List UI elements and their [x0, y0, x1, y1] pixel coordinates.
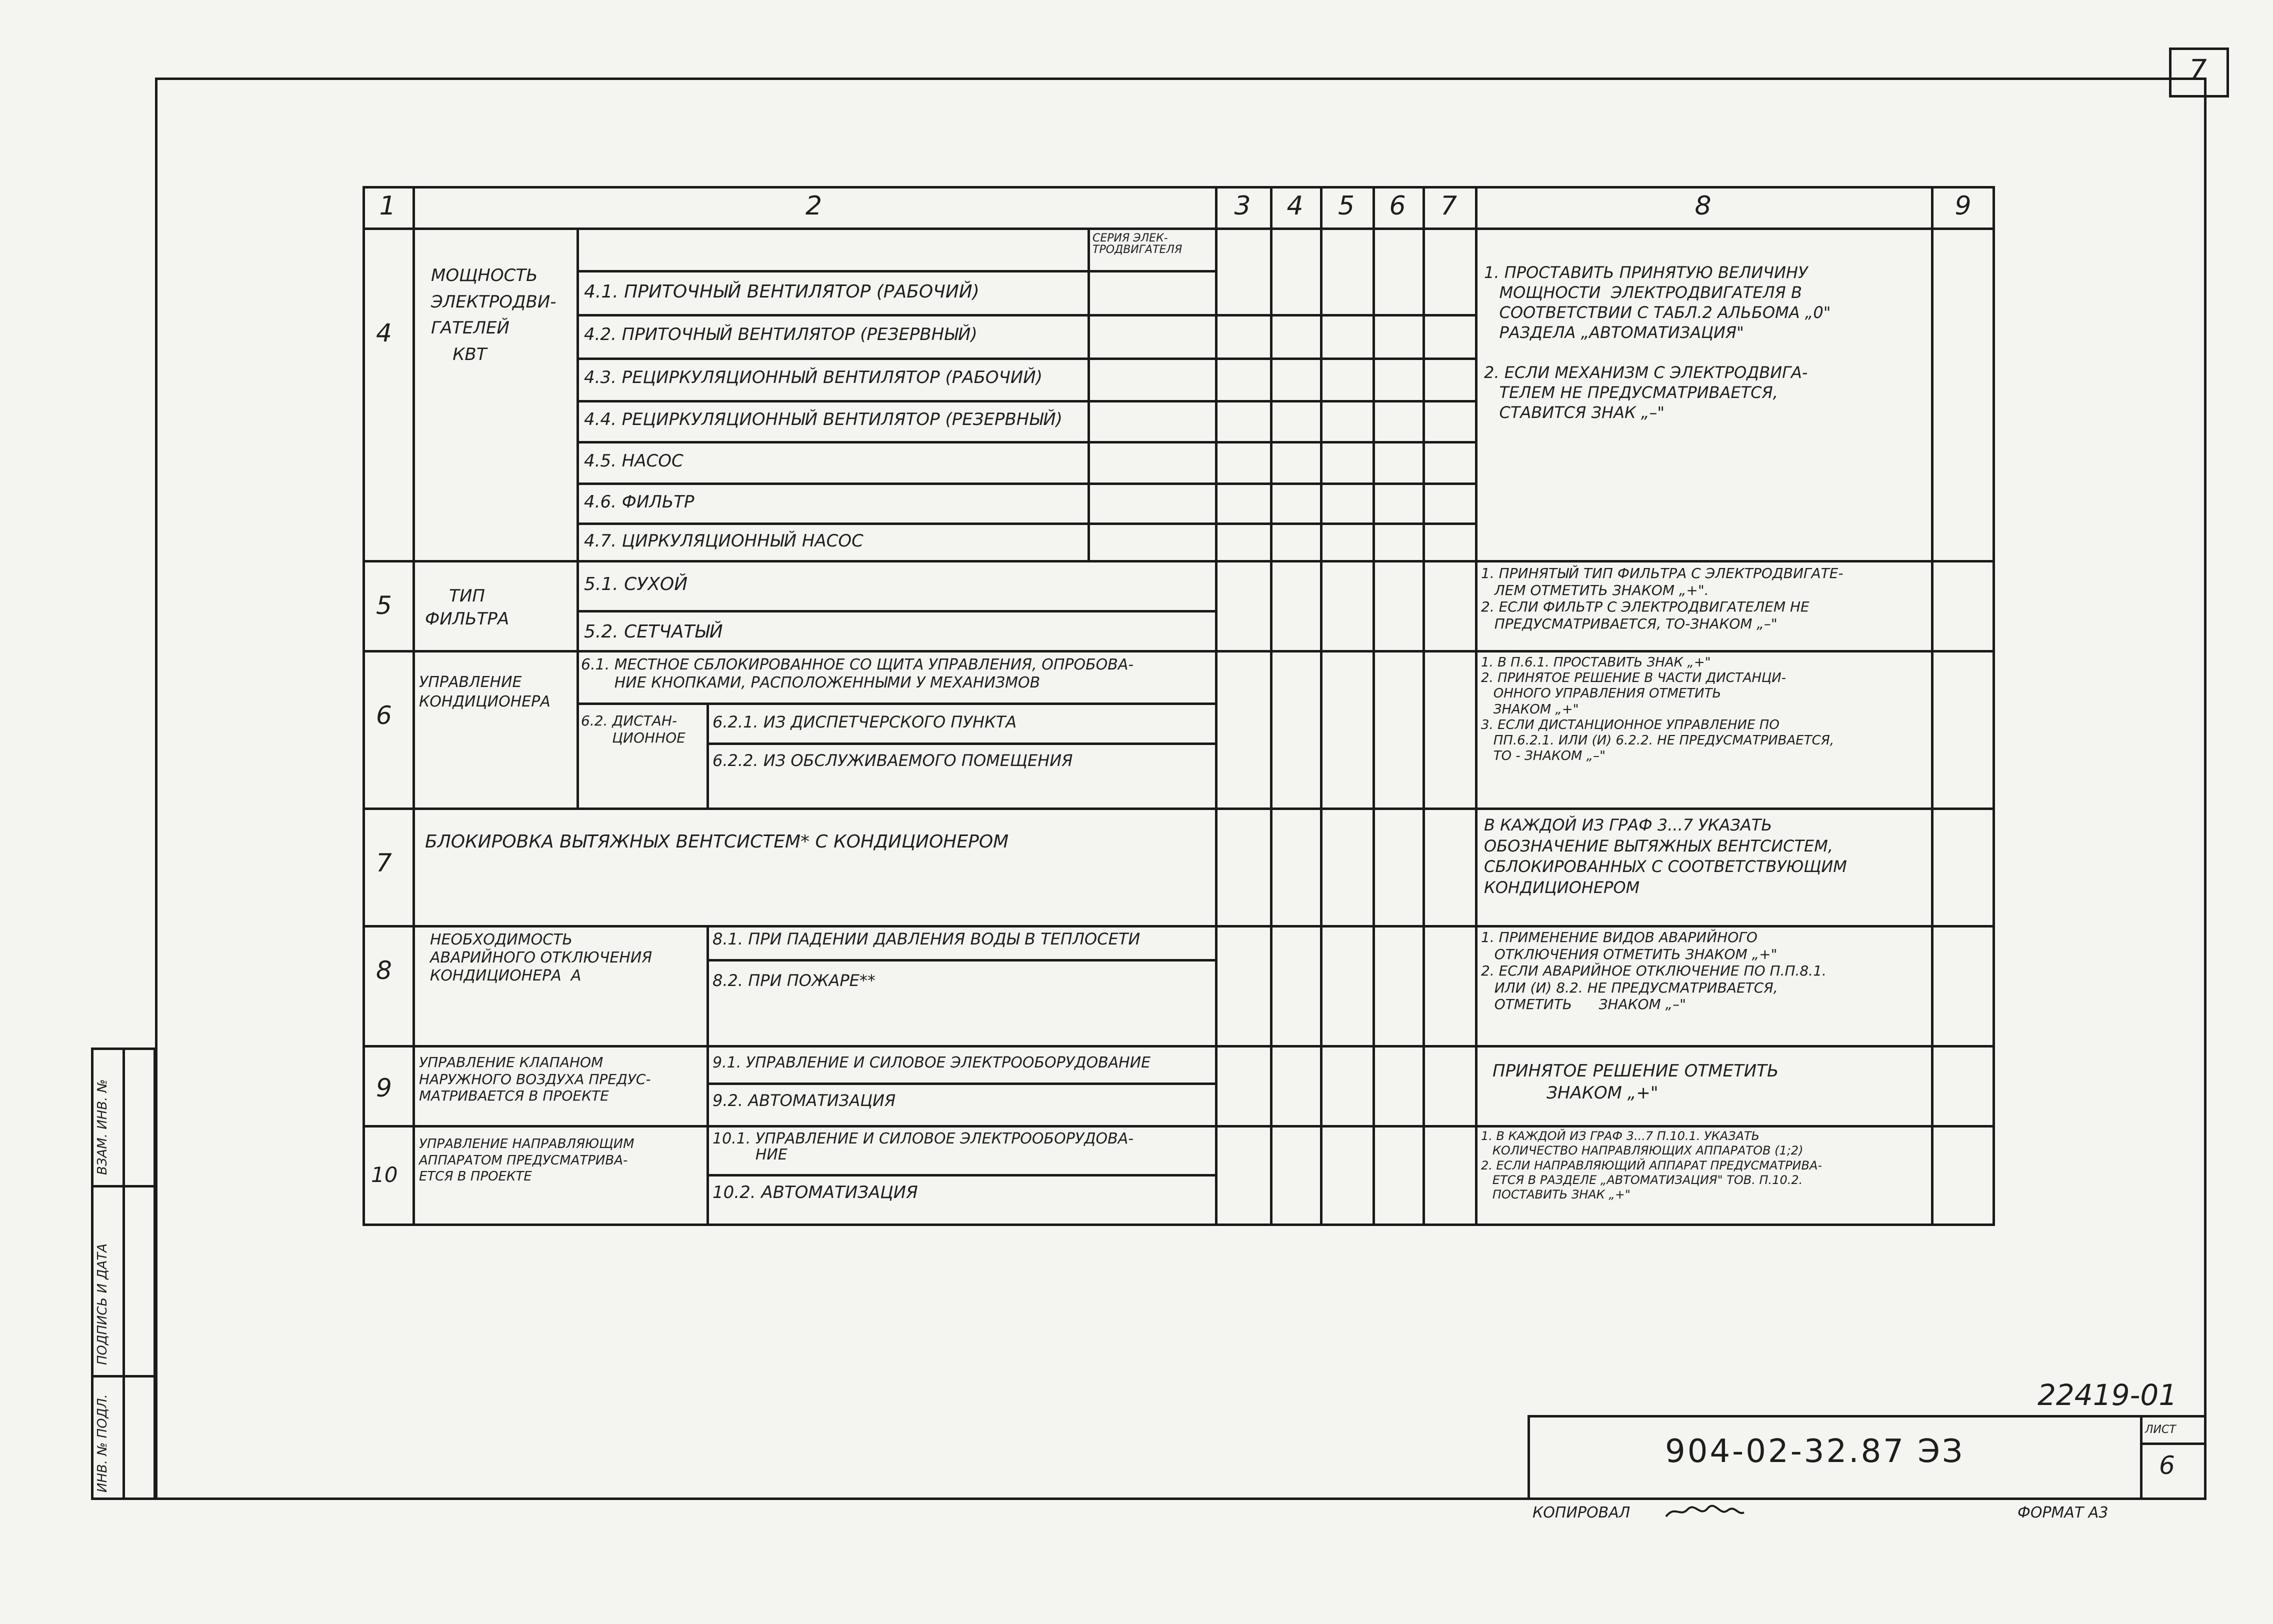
- header-separator: [362, 228, 1995, 230]
- r6-sep-sub: [706, 742, 1218, 745]
- copier-signature-icon: [1665, 1502, 1745, 1520]
- r5-title: ТИП ФИЛЬТРА: [425, 586, 510, 629]
- r4-sep-f: [576, 482, 1475, 485]
- r4-title: МОЩНОСТЬ ЭЛЕКТРОДВИ- ГАТЕЛЕЙ КВТ: [431, 266, 556, 365]
- r4-item-7: 4.7. ЦИРКУЛЯЦИОННЫЙ НАСОС: [584, 531, 864, 551]
- r10-note: 1. В КАЖДОЙ ИЗ ГРАФ 3...7 П.10.1. УКАЗАТЬ КОЛИЧЕСТВО НАПРАВЛЯЮЩИХ АППАРАТОВ (1;2) 2. ЕСЛИ НАПРАВЛЯЮЩИЙ АППАРАТ ПРЕДУСМАТРИВА- ЕТСЯ В РАЗДЕЛЕ „АВТОМАТИЗАЦИЯ" ТОВ. П.10.2. ПОСТАВИТЬ ЗНАК „+": [1481, 1129, 1822, 1202]
- r4-sep-d: [576, 400, 1475, 402]
- header-col-7: 7: [1440, 191, 1458, 221]
- r6-number: 6: [376, 701, 392, 730]
- side-stamp-replaced-inv: ВЗАМ. ИНВ. №: [95, 1079, 110, 1175]
- r4-number: 4: [376, 318, 392, 348]
- col-div-8: [1931, 186, 1934, 1226]
- r6-item-1: 6.1. МЕСТНОЕ СБЛОКИРОВАННОЕ СО ЩИТА УПРАВЛЕНИЯ, ОПРОБОВА- НИЕ КНОПКАМИ, РАСПОЛОЖЕННЫМИ У МЕХАНИЗМОВ: [581, 656, 1134, 692]
- r4-series-label: СЕРИЯ ЭЛЕК- ТРОДВИГАТЕЛЯ: [1092, 232, 1182, 256]
- r8-item-2: 8.2. ПРИ ПОЖАРЕ**: [712, 971, 876, 990]
- header-col-9: 9: [1954, 191, 1972, 221]
- col-div-4: [1320, 186, 1322, 1226]
- header-col-3: 3: [1234, 191, 1251, 221]
- r9-title: УПРАВЛЕНИЕ КЛАПАНОМ НАРУЖНОГО ВОЗДУХА ПРЕДУС- МАТРИВАЕТСЯ В ПРОЕКТЕ: [419, 1054, 651, 1104]
- r6-note: 1. В П.6.1. ПРОСТАВИТЬ ЗНАК „+" 2. ПРИНЯТОЕ РЕШЕНИЕ В ЧАСТИ ДИСТАНЦИ- ОННОГО УПРАВЛЕНИЯ ОТМЕТИТЬ ЗНАКОМ „+" 3. ЕСЛИ ДИСТАНЦИОННОЕ УПРАВЛЕНИЕ ПО ПП.6.2.1. ИЛИ (И) 6.2.2. НЕ ПРЕДУСМАТРИВАЕТСЯ, ТО - ЗНАКОМ „–": [1481, 655, 1834, 764]
- col-div-7: [1475, 186, 1478, 1226]
- list-number: 6: [2159, 1451, 2175, 1480]
- r5-item-1: 5.1. СУХОЙ: [584, 574, 688, 594]
- side-stamp-sep-1: [91, 1185, 156, 1188]
- r8-title-div: [706, 925, 709, 1048]
- r7-number: 7: [376, 848, 392, 878]
- r10-item-2: 10.2. АВТОМАТИЗАЦИЯ: [712, 1182, 918, 1202]
- r10-title: УПРАВЛЕНИЕ НАПРАВЛЯЮЩИМ АППАРАТОМ ПРЕДУСМАТРИВА- ЕТСЯ В ПРОЕКТЕ: [419, 1136, 634, 1184]
- r6-sub-title: 6.2. ДИСТАН- ЦИОННОЕ: [581, 712, 686, 746]
- r9-title-div: [706, 1045, 709, 1128]
- r8-sep: [706, 959, 1218, 962]
- r5-note: 1. ПРИНЯТЫЙ ТИП ФИЛЬТРА С ЭЛЕКТРОДВИГАТЕ- ЛЕМ ОТМЕТИТЬ ЗНАКОМ „+". 2. ЕСЛИ ФИЛЬТР С ЭЛЕКТРОДВИГАТЕЛЕМ НЕ ПРЕДУСМАТРИВАЕТСЯ, ТО-ЗНАКОМ „–": [1481, 565, 1844, 632]
- r4-bottom: [362, 560, 1995, 562]
- r7-bottom: [362, 925, 1995, 928]
- r4-item-6: 4.6. ФИЛЬТР: [584, 492, 694, 512]
- r4-series-div: [1088, 228, 1090, 562]
- r8-title: НЕОБХОДИМОСТЬ АВАРИЙНОГО ОТКЛЮЧЕНИЯ КОНДИЦИОНЕРА А: [430, 931, 652, 984]
- r4-sep-c: [576, 358, 1475, 360]
- r9-bottom: [362, 1125, 1995, 1128]
- copied-label: КОПИРОВАЛ: [1532, 1504, 1630, 1522]
- header-col-8: 8: [1694, 191, 1712, 221]
- header-col-1: 1: [379, 191, 396, 221]
- r5-title-div: [576, 560, 579, 652]
- r8-note: 1. ПРИМЕНЕНИЕ ВИДОВ АВАРИЙНОГО ОТКЛЮЧЕНИЯ ОТМЕТИТЬ ЗНАКОМ „+" 2. ЕСЛИ АВАРИЙНОЕ ОТКЛЮЧЕНИЕ ПО П.П.8.1. ИЛИ (И) 8.2. НЕ ПРЕДУСМАТРИВАЕТСЯ, ОТМЕТИТЬ ЗНАКОМ „–": [1481, 929, 1826, 1013]
- archive-number: 22419-01: [2038, 1378, 2178, 1412]
- r4-item-2: 4.2. ПРИТОЧНЫЙ ВЕНТИЛЯТОР (РЕЗЕРВНЫЙ): [584, 324, 978, 344]
- r6-title: УПРАВЛЕНИЕ КОНДИЦИОНЕРА: [419, 674, 550, 710]
- title-block-div: [2140, 1415, 2142, 1500]
- r9-item-1: 9.1. УПРАВЛЕНИЕ И СИЛОВОЕ ЭЛЕКТРООБОРУДОВАНИЕ: [712, 1054, 1151, 1072]
- side-stamp-sign-date: ПОДПИСЬ И ДАТА: [95, 1243, 110, 1365]
- corner-sheet-number: 7: [2189, 54, 2207, 86]
- r9-item-2: 9.2. АВТОМАТИЗАЦИЯ: [712, 1091, 896, 1110]
- header-col-4: 4: [1286, 191, 1304, 221]
- r5-item-2: 5.2. СЕТЧАТЫЙ: [584, 622, 723, 642]
- header-col-6: 6: [1389, 191, 1406, 221]
- r6-title-div: [576, 650, 579, 810]
- side-stamp-inv-orig: ИНВ. № ПОДЛ.: [95, 1394, 110, 1492]
- r7-item: БЛОКИРОВКА ВЫТЯЖНЫХ ВЕНТСИСТЕМ* С КОНДИЦИОНЕРОМ: [425, 832, 1009, 852]
- r5-bottom: [362, 650, 1995, 652]
- r4-sep-b: [576, 314, 1475, 316]
- r10-item-1: 10.1. УПРАВЛЕНИЕ И СИЛОВОЕ ЭЛЕКТРООБОРУДОВА- НИЕ: [712, 1130, 1134, 1164]
- r9-sep: [706, 1082, 1218, 1085]
- r7-note: В КАЖДОЙ ИЗ ГРАФ 3...7 УКАЗАТЬ ОБОЗНАЧЕНИЕ ВЫТЯЖНЫХ ВЕНТСИСТЕМ, СБЛОКИРОВАННЫХ С СООТВЕТСТВУЮЩИМ КОНДИЦИОНЕРОМ: [1484, 816, 1847, 897]
- list-label: ЛИСТ: [2145, 1424, 2176, 1436]
- format-label: ФОРМАТ А3: [2018, 1504, 2108, 1522]
- r9-number: 9: [376, 1074, 392, 1102]
- r6-sub-item-1: 6.2.1. ИЗ ДИСПЕТЧЕРСКОГО ПУНКТА: [712, 712, 1017, 732]
- r6-sep-main: [576, 702, 1218, 705]
- r6-sub-div: [706, 702, 709, 810]
- r5-sep: [576, 610, 1218, 612]
- col-div-5: [1372, 186, 1375, 1226]
- side-stamp-sep-2: [91, 1375, 156, 1378]
- r4-sep-g: [576, 522, 1475, 525]
- col-div-2: [1215, 186, 1218, 1226]
- r4-note: 1. ПРОСТАВИТЬ ПРИНЯТУЮ ВЕЛИЧИНУ МОЩНОСТИ ЭЛЕКТРОДВИГАТЕЛЯ В СООТВЕТСТВИИ С ТАБЛ.2 АЛЬБОМА „0" РАЗДЕЛА „АВТОМАТИЗАЦИЯ" 2. ЕСЛИ МЕХАНИЗМ С ЭЛЕКТРОДВИГА- ТЕЛЕМ НЕ ПРЕДУСМАТРИВАЕТСЯ, СТАВИТСЯ ЗНАК „–": [1484, 263, 1831, 422]
- r8-number: 8: [376, 956, 392, 985]
- r6-sub-item-2: 6.2.2. ИЗ ОБСЛУЖИВАЕМОГО ПОМЕЩЕНИЯ: [712, 751, 1073, 770]
- r8-bottom: [362, 1045, 1995, 1048]
- r4-sep-e: [576, 441, 1475, 444]
- r4-item-4: 4.4. РЕЦИРКУЛЯЦИОННЫЙ ВЕНТИЛЯТОР (РЕЗЕРВНЫЙ): [584, 410, 1062, 430]
- header-col-5: 5: [1338, 191, 1355, 221]
- r9-note: ПРИНЯТОЕ РЕШЕНИЕ ОТМЕТИТЬ ЗНАКОМ „+": [1492, 1061, 1779, 1104]
- doc-number: 904-02-32.87 ЭЗ: [1665, 1433, 1965, 1470]
- header-col-2: 2: [805, 191, 822, 221]
- col-div-1: [412, 186, 415, 1226]
- r4-item-1: 4.1. ПРИТОЧНЫЙ ВЕНТИЛЯТОР (РАБОЧИЙ): [584, 282, 980, 302]
- col-div-6: [1422, 186, 1425, 1226]
- r10-sep: [706, 1174, 1218, 1176]
- r8-item-1: 8.1. ПРИ ПАДЕНИИ ДАВЛЕНИЯ ВОДЫ В ТЕПЛОСЕТИ: [712, 930, 1140, 948]
- r4-title-div: [576, 228, 579, 562]
- side-stamp-divider: [122, 1048, 125, 1500]
- title-block-list-sep: [2140, 1442, 2206, 1445]
- r5-number: 5: [376, 591, 392, 620]
- col-div-3: [1270, 186, 1272, 1226]
- r4-item-5: 4.5. НАСОС: [584, 451, 684, 471]
- r10-number: 10: [371, 1162, 398, 1187]
- r4-item-3: 4.3. РЕЦИРКУЛЯЦИОННЫЙ ВЕНТИЛЯТОР (РАБОЧИЙ): [584, 368, 1043, 388]
- r4-sep-a: [576, 270, 1218, 272]
- r6-bottom: [362, 808, 1995, 810]
